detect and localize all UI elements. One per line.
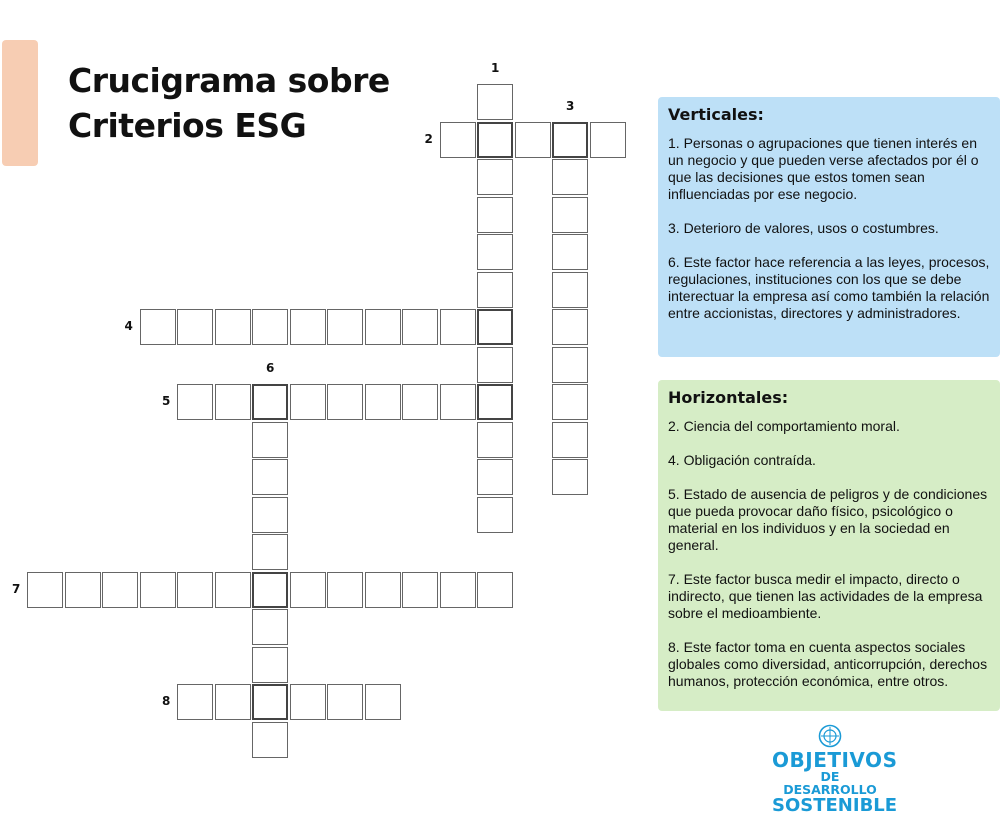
- clue-number-3: 3: [566, 98, 575, 113]
- crossword-cell[interactable]: [365, 309, 401, 345]
- crossword-cell[interactable]: [327, 384, 363, 420]
- crossword-cell[interactable]: [27, 572, 63, 608]
- crossword-cell[interactable]: [65, 572, 101, 608]
- horizontal-clue-8: 8. Este factor toma en cuenta aspectos sociales globales como diversidad, anticorrupción, derechos humanos, protección económica, entre otros.: [668, 639, 988, 689]
- crossword-cell[interactable]: [252, 647, 288, 683]
- crossword-cell[interactable]: [477, 234, 513, 270]
- vertical-clue-3: 3. Deterioro de valores, usos o costumbres.: [668, 220, 939, 236]
- sdg-logo-line-3: SOSTENIBLE: [772, 795, 898, 816]
- crossword-cell[interactable]: [440, 122, 476, 158]
- crossword-cell[interactable]: [252, 572, 288, 608]
- horizontal-clue-7: 7. Este factor busca medir el impacto, directo o indirecto, que tienen las actividades de la empresa sobre el medioambiente.: [668, 571, 983, 621]
- crossword-cell[interactable]: [477, 309, 513, 345]
- crossword-cell[interactable]: [590, 122, 626, 158]
- crossword-cell[interactable]: [252, 384, 288, 420]
- crossword-cell[interactable]: [365, 384, 401, 420]
- crossword-cell[interactable]: [290, 384, 326, 420]
- crossword-cell[interactable]: [177, 684, 213, 720]
- horizontal-clue-5: 5. Estado de ausencia de peligros y de condiciones que pueda provocar daño físico, psicológico o material en los individuos y en la sociedad en general.: [668, 486, 988, 553]
- crossword-cell[interactable]: [140, 309, 176, 345]
- crossword-cell[interactable]: [252, 722, 288, 758]
- crossword-cell[interactable]: [552, 234, 588, 270]
- crossword-cell[interactable]: [252, 684, 288, 720]
- crossword-cell[interactable]: [440, 572, 476, 608]
- crossword-cell[interactable]: [215, 572, 251, 608]
- clue-number-7: 7: [12, 581, 21, 596]
- crossword-cell[interactable]: [365, 572, 401, 608]
- crossword-cell[interactable]: [252, 422, 288, 458]
- crossword-cell[interactable]: [327, 309, 363, 345]
- crossword-cell[interactable]: [177, 309, 213, 345]
- crossword-cell[interactable]: [552, 159, 588, 195]
- crossword-cell[interactable]: [177, 384, 213, 420]
- crossword-cell[interactable]: [477, 84, 513, 120]
- crossword-cell[interactable]: [215, 684, 251, 720]
- crossword-cell[interactable]: [477, 459, 513, 495]
- crossword-cell[interactable]: [215, 384, 251, 420]
- crossword-cell[interactable]: [252, 309, 288, 345]
- crossword-cell[interactable]: [402, 309, 438, 345]
- crossword-cell[interactable]: [477, 422, 513, 458]
- crossword-cell[interactable]: [515, 122, 551, 158]
- crossword-cell[interactable]: [440, 384, 476, 420]
- crossword-cell[interactable]: [552, 272, 588, 308]
- crossword-cell[interactable]: [365, 684, 401, 720]
- horizontal-clue-4: 4. Obligación contraída.: [668, 452, 816, 468]
- clue-number-5: 5: [162, 394, 171, 408]
- clue-number-1: 1: [491, 61, 500, 75]
- vertical-clues-heading: Verticales:: [668, 105, 764, 124]
- horizontal-clues-panel: [658, 380, 1000, 711]
- vertical-clue-1: 1. Personas o agrupaciones que tienen interés en un negocio y que pueden verse afectados por él o que las decisiones que estos tomen sean influenciadas por ese negocio.: [668, 135, 979, 202]
- crossword-cell[interactable]: [552, 197, 588, 233]
- crossword-cell[interactable]: [440, 309, 476, 345]
- crossword-cell[interactable]: [477, 272, 513, 308]
- crossword-cell[interactable]: [215, 309, 251, 345]
- crossword-cell[interactable]: [290, 572, 326, 608]
- horizontal-clues-heading: Horizontales:: [668, 388, 789, 407]
- crossword-cell[interactable]: [552, 347, 588, 383]
- crossword-cell[interactable]: [552, 122, 588, 158]
- crossword-cell[interactable]: [102, 572, 138, 608]
- crossword-cell[interactable]: [402, 572, 438, 608]
- clue-number-2: 2: [424, 131, 433, 146]
- crossword-cell[interactable]: [402, 384, 438, 420]
- crossword-cell[interactable]: [327, 572, 363, 608]
- crossword-cell[interactable]: [477, 197, 513, 233]
- page-title-line-1: Crucigrama sobre: [68, 61, 390, 100]
- crossword-cell[interactable]: [140, 572, 176, 608]
- crossword-cell[interactable]: [290, 309, 326, 345]
- crossword-cell[interactable]: [477, 384, 513, 420]
- crossword-cell[interactable]: [552, 459, 588, 495]
- page-title-line-2: Criterios ESG: [68, 106, 307, 145]
- clue-number-4: 4: [124, 319, 133, 333]
- sdg-logo: [772, 724, 898, 816]
- crossword-cell[interactable]: [327, 684, 363, 720]
- un-emblem-icon: [818, 724, 842, 748]
- crossword-cell[interactable]: [252, 459, 288, 495]
- crossword-cell[interactable]: [477, 572, 513, 608]
- clue-number-8: 8: [162, 694, 171, 708]
- horizontal-clue-2: 2. Ciencia del comportamiento moral.: [668, 418, 900, 434]
- clue-number-6: 6: [266, 361, 275, 375]
- crossword-cell[interactable]: [552, 309, 588, 345]
- crossword-cell[interactable]: [177, 572, 213, 608]
- crossword-cell[interactable]: [477, 122, 513, 158]
- crossword-cell[interactable]: [552, 384, 588, 420]
- crossword-cell[interactable]: [252, 534, 288, 570]
- crossword-cell[interactable]: [552, 422, 588, 458]
- crossword-cell[interactable]: [477, 497, 513, 533]
- vertical-clue-6: 6. Este factor hace referencia a las leyes, procesos, regulaciones, instituciones con los que se debe interectuar la empresa así como también la relación entre accionistas, directores y administradores.: [668, 254, 990, 321]
- crossword-cell[interactable]: [290, 684, 326, 720]
- vertical-clues-panel: [658, 97, 1000, 357]
- crossword-cell[interactable]: [252, 497, 288, 533]
- crossword-cell[interactable]: [252, 609, 288, 645]
- crossword-cell[interactable]: [477, 159, 513, 195]
- crossword-cell[interactable]: [477, 347, 513, 383]
- sdg-logo-line-2: DE DESARROLLO: [783, 769, 877, 797]
- sdg-logo-line-1: OBJETIVOS: [772, 748, 898, 772]
